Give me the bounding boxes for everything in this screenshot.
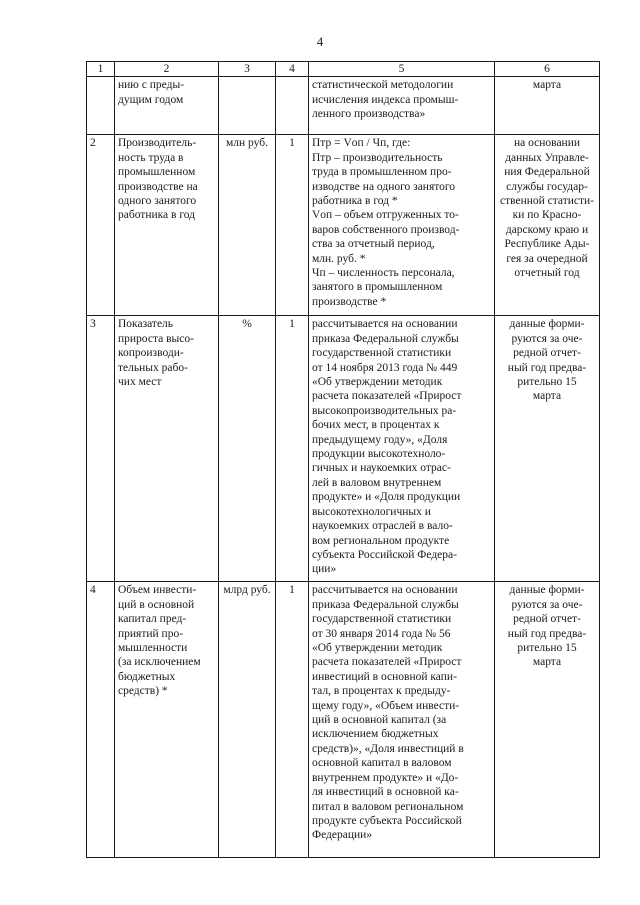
row-number: 3 xyxy=(87,316,115,582)
row-number: 4 xyxy=(87,582,115,858)
table-row xyxy=(87,316,600,582)
indicator-name: Показатель прироста высо- копроизводи- тельных рабо- чих мест xyxy=(115,316,219,582)
calculation-method: рассчитывается на основании приказа Федеральной службы государственной статистики от 30 января 2014 года № 56 «Об утверждении методик расчета показателей «Прирост инвестиций в основной капи- тал, в процентах к предыду- щему году», «Объем инвести- ций в основной капитал (за исключением бюджетных средств)», «Доля инвестиций в основной капитал в валовом внутреннем продукте» и «До- ля инвестиций в основной ка- питал в валовом региональном продукте субъекта Российской Федерации» xyxy=(309,582,495,858)
unit-of-measure: млрд руб. xyxy=(219,582,276,858)
column-header: 2 xyxy=(115,62,219,77)
column-header: 6 xyxy=(495,62,600,77)
data-source: марта xyxy=(495,77,600,135)
unit-of-measure xyxy=(219,77,276,135)
order-value: 1 xyxy=(276,135,309,316)
unit-of-measure: % xyxy=(219,316,276,582)
row-number: 2 xyxy=(87,135,115,316)
column-header: 3 xyxy=(219,62,276,77)
table-row xyxy=(87,135,600,316)
indicator-name: нию с преды- дущим годом xyxy=(115,77,219,135)
data-source: на основании данных Управле- ния Федеральной службы государ- ственной статисти- ки по Красно- дарскому краю и Республике Ады- гея за очередной отчетный год xyxy=(495,135,600,316)
column-header: 1 xyxy=(87,62,115,77)
table-header-row xyxy=(87,62,600,77)
order-value: 1 xyxy=(276,316,309,582)
indicator-name: Объем инвести- ций в основной капитал пред- приятий про- мышленности (за исключением бюджетных средств) * xyxy=(115,582,219,858)
calculation-method: Птр = Vоп / Чп, где: Птр – производительность труда в промышленном про- изводстве на одного занятого работника в год * Vоп – объем отгруженных то- варов собственного производ- ства за отчетный период, млн. руб. * Чп – численность персонала, занятого в промышленном производстве * xyxy=(309,135,495,316)
column-header: 5 xyxy=(309,62,495,77)
row-number xyxy=(87,77,115,135)
indicator-name: Производитель- ность труда в промышленном производстве на одного занятого работника в год xyxy=(115,135,219,316)
indicators-table xyxy=(86,61,600,858)
table-row xyxy=(87,582,600,858)
unit-of-measure: млн руб. xyxy=(219,135,276,316)
table-row xyxy=(87,77,600,135)
data-source: данные форми- руются за оче- редной отчет- ный год предва- рительно 15 марта xyxy=(495,316,600,582)
order-value: 1 xyxy=(276,582,309,858)
calculation-method: рассчитывается на основании приказа Федеральной службы государственной статистики от 14 ноября 2013 года № 449 «Об утверждении методик расчета показателей «Прирост высокопроизводительных ра- бочих мест, в процентах к предыдущему году», «Доля продукции высокотехноло- гичных и наукоемких отрас- лей в валовом внутреннем продукте» и «Доля продукции высокотехнологичных и наукоемких отраслей в вало- вом региональном продукте субъекта Российской Федера- ции» xyxy=(309,316,495,582)
calculation-method: статистической методологии исчисления индекса промыш- ленного производства» xyxy=(309,77,495,135)
data-source: данные форми- руются за оче- редной отчет- ный год предва- рительно 15 марта xyxy=(495,582,600,858)
order-value xyxy=(276,77,309,135)
column-header: 4 xyxy=(276,62,309,77)
page-number: 4 xyxy=(316,34,324,49)
